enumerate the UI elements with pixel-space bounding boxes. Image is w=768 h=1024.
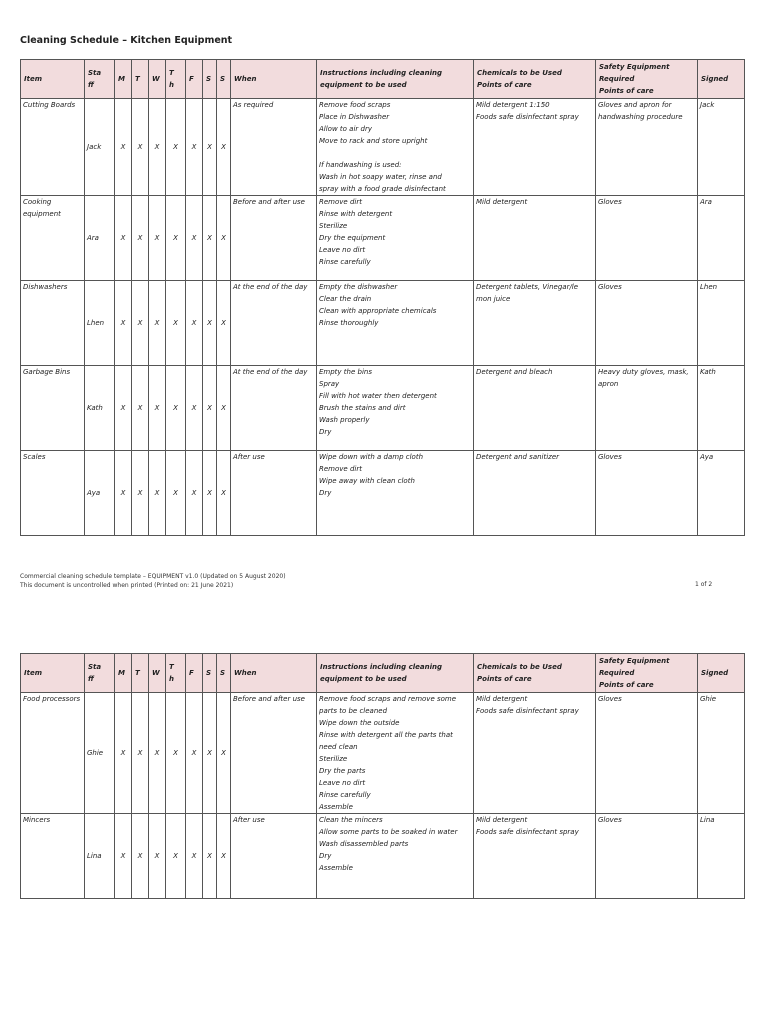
cell-signed: Lina bbox=[698, 814, 745, 899]
instructions-line bbox=[319, 147, 471, 159]
instructions-line: Rinse with detergent all the parts that bbox=[319, 731, 453, 739]
footer-print-info: This document is uncontrolled when printed (Printed on: 21 June 2021) bbox=[20, 582, 234, 589]
cell-when: Before and after use bbox=[231, 693, 317, 814]
header-thu bbox=[166, 60, 186, 99]
header-mon: M bbox=[115, 654, 132, 693]
cell-when: After use bbox=[231, 451, 317, 536]
cell-instructions bbox=[317, 693, 474, 814]
cell-day-sat: X bbox=[203, 99, 217, 196]
instructions-line: If handwashing is used: bbox=[319, 161, 402, 169]
cell-day-wed: X bbox=[149, 281, 166, 366]
instructions-line: Empty the bins bbox=[319, 368, 372, 376]
header-chemicals bbox=[474, 60, 596, 99]
cell-day-mon: X bbox=[115, 281, 132, 366]
header-instructions-line-2: equipment to be used bbox=[320, 81, 407, 89]
cell-instructions bbox=[317, 366, 474, 451]
cell-signed: Kath bbox=[698, 366, 745, 451]
header-instructions bbox=[317, 654, 474, 693]
cell-staff: Ghie bbox=[85, 693, 115, 814]
cell-staff: Lina bbox=[85, 814, 115, 899]
header-chemicals-line-1: Chemicals to be Used bbox=[477, 663, 562, 671]
chemicals-line: Foods safe disinfectant spray bbox=[476, 707, 579, 715]
header-instructions-line-2: equipment to be used bbox=[320, 675, 407, 683]
chemicals-line: Mild detergent 1:150 bbox=[476, 101, 550, 109]
header-chemicals-line-2: Points of care bbox=[477, 81, 532, 89]
safety-line: apron bbox=[598, 380, 619, 388]
cell-day-wed: X bbox=[149, 366, 166, 451]
chemicals-line: Mild detergent bbox=[476, 198, 528, 206]
safety-line: Gloves and apron for bbox=[598, 101, 672, 109]
header-thu-line-1: T bbox=[169, 69, 174, 77]
cell-safety bbox=[596, 196, 698, 281]
schedule-body-page-1 bbox=[21, 99, 745, 536]
cell-chemicals bbox=[474, 693, 596, 814]
header-instructions-line-1: Instructions including cleaning bbox=[320, 663, 442, 671]
header-item: Item bbox=[21, 60, 85, 99]
header-chemicals-line-2: Points of care bbox=[477, 675, 532, 683]
cell-day-sun: X bbox=[217, 366, 231, 451]
schedule-table-page-2 bbox=[20, 653, 745, 899]
cell-day-thu: X bbox=[166, 366, 186, 451]
header-wed: W bbox=[149, 654, 166, 693]
cell-day-sun: X bbox=[217, 99, 231, 196]
cell-chemicals bbox=[474, 814, 596, 899]
page-number: 1 of 2 bbox=[695, 581, 713, 588]
cell-day-fri: X bbox=[186, 196, 203, 281]
cell-item: Scales bbox=[21, 451, 85, 536]
cell-day-sat: X bbox=[203, 281, 217, 366]
cell-day-thu: X bbox=[166, 196, 186, 281]
chemicals-line: Detergent and sanitizer bbox=[476, 453, 560, 461]
cell-day-sun: X bbox=[217, 281, 231, 366]
safety-line: Gloves bbox=[598, 453, 622, 461]
cell-day-fri: X bbox=[186, 451, 203, 536]
header-sun: S bbox=[217, 654, 231, 693]
header-row bbox=[21, 60, 745, 99]
header-staff bbox=[85, 654, 115, 693]
header-thu-line-2: h bbox=[169, 81, 174, 89]
header-row bbox=[21, 654, 745, 693]
header-item: Item bbox=[21, 654, 85, 693]
header-tue: T bbox=[132, 654, 149, 693]
cell-day-tue: X bbox=[132, 196, 149, 281]
chemicals-line: Detergent tablets, Vinegar/le bbox=[476, 283, 579, 291]
cell-day-thu: X bbox=[166, 281, 186, 366]
instructions-line: Allow some parts to be soaked in water bbox=[319, 828, 458, 836]
instructions-line: Wash in hot soapy water, rinse and bbox=[319, 173, 442, 181]
chemicals-line: Detergent and bleach bbox=[476, 368, 553, 376]
cell-day-mon: X bbox=[115, 693, 132, 814]
cell-day-fri: X bbox=[186, 281, 203, 366]
cell-day-fri: X bbox=[186, 693, 203, 814]
schedule-table-page-1 bbox=[20, 59, 745, 536]
instructions-line: Remove dirt bbox=[319, 465, 362, 473]
table-row bbox=[21, 451, 745, 536]
header-safety-line-3: Points of care bbox=[599, 87, 654, 95]
instructions-line: Place in Dishwasher bbox=[319, 113, 390, 121]
header-mon: M bbox=[115, 60, 132, 99]
cell-day-thu: X bbox=[166, 814, 186, 899]
cell-day-tue: X bbox=[132, 814, 149, 899]
instructions-line: Clear the drain bbox=[319, 295, 372, 303]
instructions-line: Dry bbox=[319, 489, 332, 497]
safety-line: Gloves bbox=[598, 198, 622, 206]
chemicals-line: Mild detergent bbox=[476, 695, 528, 703]
cell-day-sat: X bbox=[203, 366, 217, 451]
cell-staff: Lhen bbox=[85, 281, 115, 366]
cell-when: At the end of the day bbox=[231, 281, 317, 366]
cell-when: After use bbox=[231, 814, 317, 899]
instructions-line: Rinse with detergent bbox=[319, 210, 393, 218]
header-signed: Signed bbox=[698, 60, 745, 99]
chemicals-line: mon juice bbox=[476, 295, 511, 303]
cell-day-tue: X bbox=[132, 366, 149, 451]
instructions-line: spray with a food grade disinfectant bbox=[319, 185, 446, 193]
instructions-line: Brush the stains and dirt bbox=[319, 404, 406, 412]
cell-day-thu: X bbox=[166, 693, 186, 814]
instructions-line: Dry the parts bbox=[319, 767, 366, 775]
header-thu-line-1: T bbox=[169, 663, 174, 671]
cell-safety bbox=[596, 281, 698, 366]
header-staff bbox=[85, 60, 115, 99]
schedule-body-page-2 bbox=[21, 693, 745, 899]
cell-safety bbox=[596, 693, 698, 814]
chemicals-line: Foods safe disinfectant spray bbox=[476, 113, 579, 121]
cell-day-wed: X bbox=[149, 693, 166, 814]
header-fri: F bbox=[186, 60, 203, 99]
instructions-line: Sterilize bbox=[319, 755, 348, 763]
instructions-line: Assemble bbox=[319, 864, 353, 872]
cell-day-sat: X bbox=[203, 814, 217, 899]
instructions-line: Allow to air dry bbox=[319, 125, 372, 133]
cell-day-sun: X bbox=[217, 451, 231, 536]
cell-day-tue: X bbox=[132, 451, 149, 536]
table-row bbox=[21, 693, 745, 814]
chemicals-line: Mild detergent bbox=[476, 816, 528, 824]
instructions-line: Rinse carefully bbox=[319, 791, 371, 799]
header-staff-line-1: Sta bbox=[88, 69, 102, 77]
cell-when: Before and after use bbox=[231, 196, 317, 281]
cell-day-fri: X bbox=[186, 814, 203, 899]
table-row bbox=[21, 196, 745, 281]
cell-day-wed: X bbox=[149, 451, 166, 536]
instructions-line: Remove food scraps and remove some bbox=[319, 695, 457, 703]
instructions-line: Fill with hot water then detergent bbox=[319, 392, 437, 400]
cell-item: Mincers bbox=[21, 814, 85, 899]
cell-day-sun: X bbox=[217, 196, 231, 281]
cell-item: Dishwashers bbox=[21, 281, 85, 366]
header-chemicals-line-1: Chemicals to be Used bbox=[477, 69, 562, 77]
header-staff-line-2: ff bbox=[88, 81, 94, 89]
header-safety-line-1: Safety Equipment bbox=[599, 63, 670, 71]
header-safety bbox=[596, 654, 698, 693]
cell-day-sun: X bbox=[217, 693, 231, 814]
header-signed: Signed bbox=[698, 654, 745, 693]
header-safety-line-2: Required bbox=[599, 75, 635, 83]
cell-staff: Jack bbox=[85, 99, 115, 196]
instructions-line: Wash properly bbox=[319, 416, 370, 424]
instructions-line: Rinse thoroughly bbox=[319, 319, 379, 327]
instructions-line: Wipe down with a damp cloth bbox=[319, 453, 424, 461]
cell-day-sun: X bbox=[217, 814, 231, 899]
safety-line: Gloves bbox=[598, 816, 622, 824]
header-chemicals bbox=[474, 654, 596, 693]
header-safety-line-2: Required bbox=[599, 669, 635, 677]
instructions-line: Remove dirt bbox=[319, 198, 362, 206]
header-wed: W bbox=[149, 60, 166, 99]
cell-signed: Lhen bbox=[698, 281, 745, 366]
safety-line: handwashing procedure bbox=[598, 113, 683, 121]
cell-item: Garbage Bins bbox=[21, 366, 85, 451]
cell-day-thu: X bbox=[166, 99, 186, 196]
header-fri: F bbox=[186, 654, 203, 693]
instructions-line: Remove food scraps bbox=[319, 101, 391, 109]
cell-chemicals bbox=[474, 196, 596, 281]
cell-day-wed: X bbox=[149, 196, 166, 281]
cell-day-thu: X bbox=[166, 451, 186, 536]
header-thu-line-2: h bbox=[169, 675, 174, 683]
safety-line: Gloves bbox=[598, 283, 622, 291]
instructions-line: Spray bbox=[319, 380, 340, 388]
cell-day-sat: X bbox=[203, 451, 217, 536]
cell-signed: Ghie bbox=[698, 693, 745, 814]
cell-day-mon: X bbox=[115, 814, 132, 899]
instructions-line: Sterilize bbox=[319, 222, 348, 230]
cell-day-mon: X bbox=[115, 196, 132, 281]
cell-chemicals bbox=[474, 99, 596, 196]
cell-instructions bbox=[317, 451, 474, 536]
header-safety-line-1: Safety Equipment bbox=[599, 657, 670, 665]
cell-day-tue: X bbox=[132, 99, 149, 196]
instructions-line: Clean with appropriate chemicals bbox=[319, 307, 437, 315]
header-sun: S bbox=[217, 60, 231, 99]
instructions-line: need clean bbox=[319, 743, 358, 751]
instructions-line: Dry bbox=[319, 852, 332, 860]
instructions-line: Wipe away with clean cloth bbox=[319, 477, 415, 485]
header-staff-line-2: ff bbox=[88, 675, 94, 683]
header-tue: T bbox=[132, 60, 149, 99]
cell-day-wed: X bbox=[149, 814, 166, 899]
instructions-line: Wash disassembled parts bbox=[319, 840, 409, 848]
cell-day-mon: X bbox=[115, 99, 132, 196]
safety-line: Gloves bbox=[598, 695, 622, 703]
instructions-line: Clean the mincers bbox=[319, 816, 383, 824]
document-footer bbox=[20, 572, 286, 590]
cell-day-fri: X bbox=[186, 99, 203, 196]
cell-day-mon: X bbox=[115, 366, 132, 451]
cell-chemicals bbox=[474, 281, 596, 366]
chemicals-line: Foods safe disinfectant spray bbox=[476, 828, 579, 836]
header-when: When bbox=[231, 60, 317, 99]
instructions-line: Wipe down the outside bbox=[319, 719, 400, 727]
cell-signed: Ara bbox=[698, 196, 745, 281]
header-instructions-line-1: Instructions including cleaning bbox=[320, 69, 442, 77]
cell-item: Cutting Boards bbox=[21, 99, 85, 196]
cell-safety bbox=[596, 366, 698, 451]
header-sat: S bbox=[203, 60, 217, 99]
cell-staff: Aya bbox=[85, 451, 115, 536]
instructions-line: Assemble bbox=[319, 803, 353, 811]
table-row bbox=[21, 99, 745, 196]
cell-safety bbox=[596, 451, 698, 536]
instructions-line: Empty the dishwasher bbox=[319, 283, 398, 291]
header-sat: S bbox=[203, 654, 217, 693]
safety-line: Heavy duty gloves, mask, bbox=[598, 368, 689, 376]
header-thu bbox=[166, 654, 186, 693]
header-when: When bbox=[231, 654, 317, 693]
instructions-line: Leave no dirt bbox=[319, 246, 366, 254]
cell-chemicals bbox=[474, 451, 596, 536]
cell-safety bbox=[596, 814, 698, 899]
cell-day-sat: X bbox=[203, 693, 217, 814]
header-staff-line-1: Sta bbox=[88, 663, 102, 671]
cell-signed: Aya bbox=[698, 451, 745, 536]
table-row bbox=[21, 281, 745, 366]
instructions-line: Leave no dirt bbox=[319, 779, 366, 787]
table-row bbox=[21, 814, 745, 899]
instructions-line: Dry the equipment bbox=[319, 234, 386, 242]
instructions-line: Dry bbox=[319, 428, 332, 436]
cell-day-sat: X bbox=[203, 196, 217, 281]
cell-item: Cooking equipment bbox=[21, 196, 85, 281]
cell-day-tue: X bbox=[132, 281, 149, 366]
cell-day-fri: X bbox=[186, 366, 203, 451]
cell-staff: Ara bbox=[85, 196, 115, 281]
cell-when: As required bbox=[231, 99, 317, 196]
cell-safety bbox=[596, 99, 698, 196]
cell-when: At the end of the day bbox=[231, 366, 317, 451]
cell-instructions bbox=[317, 196, 474, 281]
cell-instructions bbox=[317, 814, 474, 899]
instructions-line: Move to rack and store upright bbox=[319, 137, 428, 145]
document-title: Cleaning Schedule – Kitchen Equipment bbox=[20, 35, 233, 46]
instructions-line: Rinse carefully bbox=[319, 258, 371, 266]
instructions-line: parts to be cleaned bbox=[319, 707, 388, 715]
table-row bbox=[21, 366, 745, 451]
header-safety-line-3: Points of care bbox=[599, 681, 654, 689]
cell-instructions bbox=[317, 99, 474, 196]
header-safety bbox=[596, 60, 698, 99]
cell-day-wed: X bbox=[149, 99, 166, 196]
cell-staff: Kath bbox=[85, 366, 115, 451]
cell-day-tue: X bbox=[132, 693, 149, 814]
cell-item: Food processors bbox=[21, 693, 85, 814]
cell-instructions bbox=[317, 281, 474, 366]
cell-chemicals bbox=[474, 366, 596, 451]
header-instructions bbox=[317, 60, 474, 99]
cell-day-mon: X bbox=[115, 451, 132, 536]
footer-template-info: Commercial cleaning schedule template – EQUIPMENT v1.0 (Updated on 5 August 2020) bbox=[20, 573, 286, 580]
cell-signed: Jack bbox=[698, 99, 745, 196]
